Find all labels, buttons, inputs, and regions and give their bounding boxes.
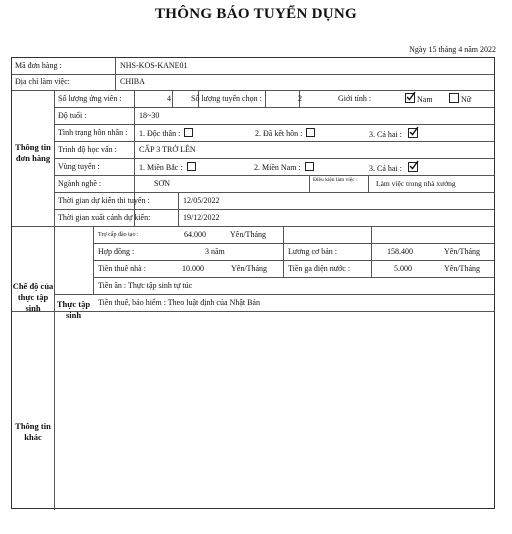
- marital-single-option[interactable]: [139, 128, 193, 139]
- rent-value: 10.000: [182, 264, 204, 273]
- education-label: Trình độ học vấn :: [58, 145, 117, 154]
- training-allowance-unit: Yên/Tháng: [230, 230, 266, 239]
- salary-label: Lương cơ bản :: [288, 247, 338, 256]
- applicants-value: 4: [167, 94, 171, 103]
- training-allowance-value: 64.000: [184, 230, 206, 239]
- region-both-option[interactable]: [369, 162, 420, 174]
- tax-note: Tiền thuế, bảo hiểm : Theo luật định của Nhật Bản: [98, 298, 260, 307]
- exam-label: Thời gian dự kiến thi tuyển :: [58, 196, 150, 205]
- marital-married-label: 2. Đã kết hôn :: [255, 129, 303, 138]
- conditions-label: Điều kiện làm việc :: [313, 177, 358, 183]
- training-allowance-label: Trợ cấp đào tạo :: [98, 232, 139, 238]
- male-label: Nam: [417, 95, 433, 104]
- salary-value: 158.400: [387, 247, 413, 256]
- marital-married-option[interactable]: [255, 128, 315, 139]
- education-value: CẤP 3 TRỞ LÊN: [139, 145, 196, 154]
- job-value: SƠN: [154, 179, 171, 188]
- page-title: THÔNG BÁO TUYỂN DỤNG: [155, 6, 357, 22]
- female-label: Nữ: [461, 95, 472, 104]
- trainee-label: Thực tập sinh: [56, 299, 91, 320]
- age-value: 18~30: [139, 111, 160, 120]
- marital-single-label: 1. Độc thân :: [139, 129, 181, 138]
- gender-label: Giới tính :: [338, 94, 372, 103]
- checkbox-icon[interactable]: [187, 162, 196, 171]
- region-both-label: 3. Cả hai :: [369, 164, 402, 173]
- utilities-unit: Yên/Tháng: [444, 264, 480, 273]
- workplace-label: Địa chỉ làm việc:: [15, 77, 70, 86]
- document-date: Ngày 15 tháng 4 năm 2022: [409, 45, 496, 54]
- checked-checkbox-icon[interactable]: [408, 162, 418, 172]
- checkbox-icon[interactable]: [305, 162, 314, 171]
- selected-value: 2: [298, 94, 302, 103]
- checkbox-icon[interactable]: [449, 93, 459, 103]
- region-south-label: 2. Miền Nam :: [254, 163, 301, 172]
- salary-unit: Yên/Tháng: [444, 247, 480, 256]
- meals-note: Tiền ăn : Thực tập sinh tự túc: [98, 281, 193, 290]
- selected-label: Số lượng tuyển chọn :: [191, 94, 262, 103]
- order-info-section-label: Thông tin đơn hàng: [15, 142, 51, 163]
- marital-label: Tình trạng hôn nhân :: [58, 128, 128, 137]
- rent-unit: Yên/Tháng: [231, 264, 267, 273]
- depart-label: Thời gian xuất cảnh dự kiến:: [58, 213, 151, 222]
- checked-checkbox-icon[interactable]: [408, 128, 418, 138]
- workplace-value: CHIBA: [120, 77, 145, 86]
- utilities-value: 5.000: [394, 264, 412, 273]
- marital-both-option[interactable]: [369, 128, 420, 140]
- other-info-section-label: Thông tin khác: [15, 421, 51, 442]
- applicants-label: Số lượng ứng viên :: [58, 94, 122, 103]
- depart-date: 19/12/2022: [183, 213, 220, 222]
- utilities-label: Tiền ga điện nước :: [288, 264, 351, 273]
- region-south-option[interactable]: [254, 162, 314, 173]
- marital-both-label: 3. Cả hai :: [369, 130, 402, 139]
- contract-value: 3 năm: [205, 247, 225, 256]
- rent-label: Tiền thuê nhà :: [98, 264, 146, 273]
- order-code-value: NHS-KOS-KANE01: [120, 61, 188, 70]
- checked-checkbox-icon[interactable]: [405, 93, 415, 103]
- checkbox-icon[interactable]: [306, 128, 315, 137]
- recruitment-form: [11, 57, 495, 509]
- exam-date: 12/05/2022: [183, 196, 220, 205]
- order-code-label: Mã đơn hàng :: [15, 61, 62, 70]
- age-label: Độ tuổi :: [58, 111, 87, 120]
- gender-male-option[interactable]: [405, 93, 433, 105]
- region-label: Vùng tuyển :: [58, 162, 100, 171]
- checkbox-icon[interactable]: [184, 128, 193, 137]
- job-label: Ngành nghề :: [58, 179, 102, 188]
- region-north-option[interactable]: [139, 162, 196, 173]
- conditions-value: Làm việc trong nhà xưởng: [376, 179, 456, 188]
- gender-female-option[interactable]: [449, 93, 471, 105]
- region-north-label: 1. Miền Bắc :: [139, 163, 183, 172]
- benefits-section-label: Chế độ của thực tập sinh: [12, 281, 54, 313]
- contract-label: Hợp đồng :: [98, 247, 135, 256]
